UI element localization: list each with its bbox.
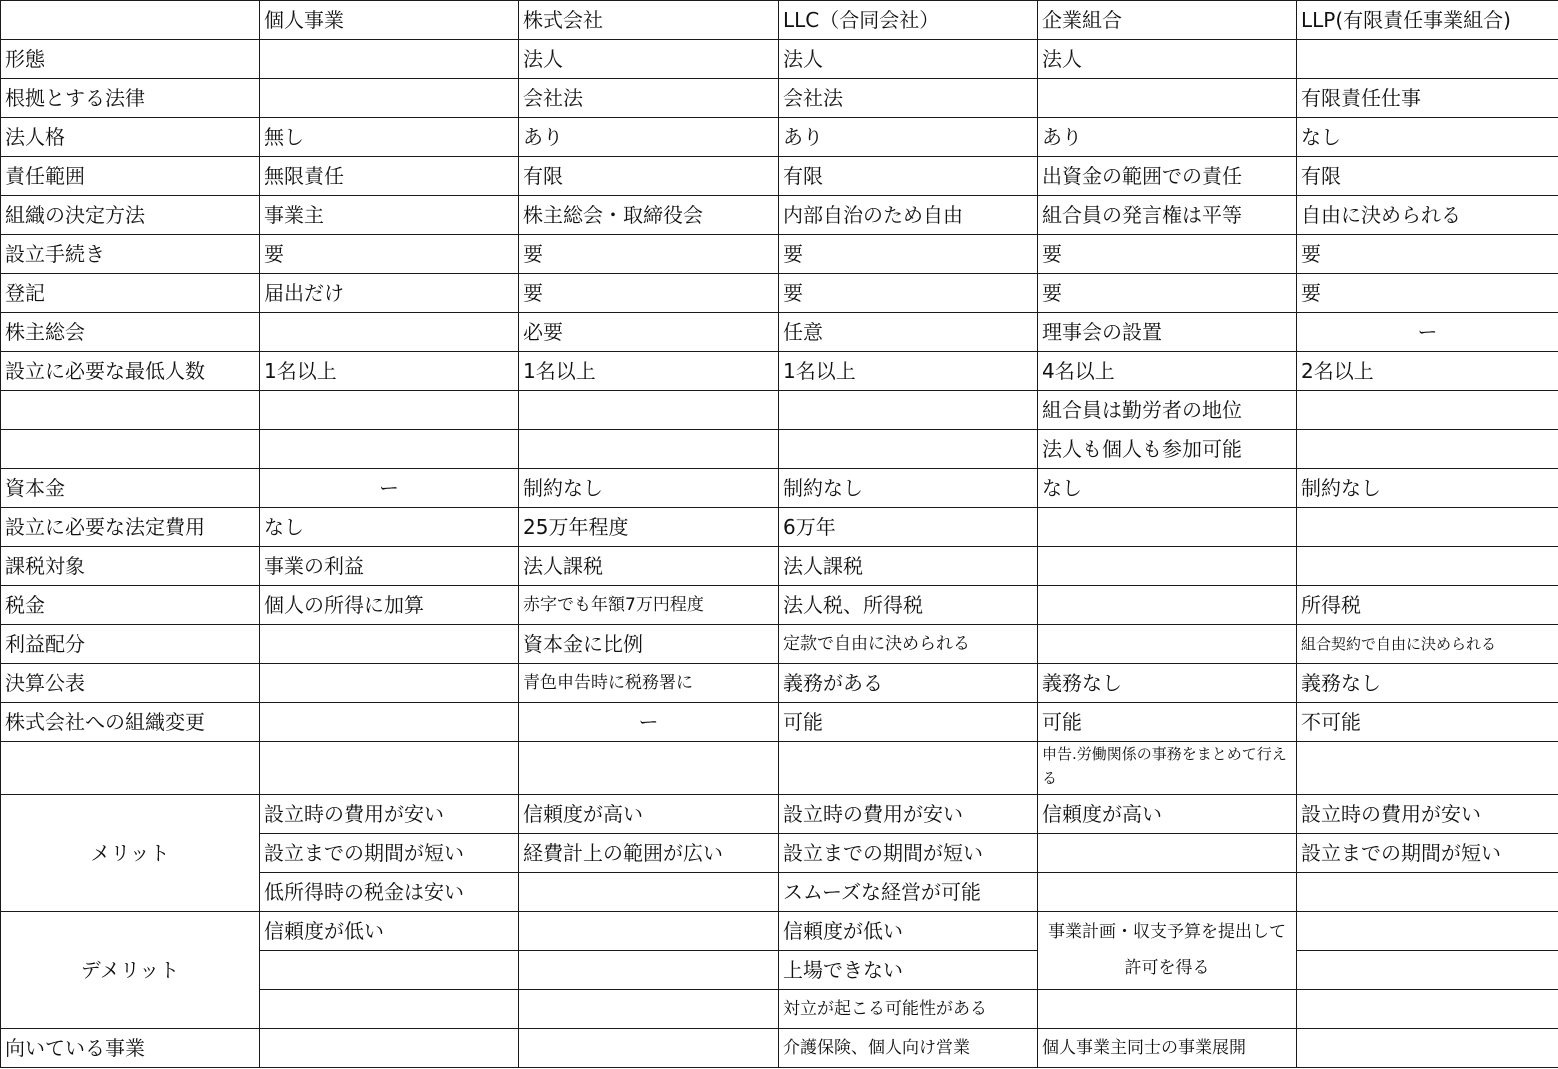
table-cell[interactable]: 要 — [260, 235, 519, 274]
table-cell[interactable]: 設立時の費用が安い — [260, 795, 519, 834]
table-cell[interactable] — [1038, 79, 1297, 118]
table-row — [1, 625, 1558, 664]
table-cell[interactable]: 要 — [779, 274, 1038, 313]
row-label[interactable]: 登記 — [1, 274, 260, 313]
table-cell[interactable] — [779, 430, 1038, 469]
table-row — [1, 118, 1558, 157]
demerit-label[interactable]: デメリット — [1, 912, 260, 1029]
table-row — [1, 391, 1558, 430]
table-cell[interactable]: 25万年程度 — [519, 508, 779, 547]
table-cell[interactable]: 制約なし — [1297, 469, 1558, 508]
merit-label[interactable]: メリット — [1, 795, 260, 912]
table-cell[interactable]: なし — [1038, 469, 1297, 508]
table-cell[interactable]: 組合契約で自由に決められる — [1297, 625, 1558, 664]
header-cell[interactable]: 株式会社 — [519, 1, 779, 40]
table-cell[interactable]: 会社法 — [519, 79, 779, 118]
table-cell[interactable]: スムーズな経営が可能 — [779, 873, 1038, 912]
table-cell[interactable] — [519, 1029, 779, 1068]
table-cell[interactable] — [260, 664, 519, 703]
row-label[interactable]: 法人格 — [1, 118, 260, 157]
header-cell[interactable] — [1, 1, 260, 40]
row-label[interactable]: 設立に必要な最低人数 — [1, 352, 260, 391]
row-label[interactable]: 組織の決定方法 — [1, 196, 260, 235]
table-cell[interactable] — [1038, 547, 1297, 586]
table-cell[interactable]: 2名以上 — [1297, 352, 1558, 391]
table-cell[interactable] — [260, 990, 519, 1029]
table-cell[interactable]: 出資金の範囲での責任 — [1038, 157, 1297, 196]
row-label[interactable]: 利益配分 — [1, 625, 260, 664]
table-cell[interactable]: 内部自治のため自由 — [779, 196, 1038, 235]
table-cell[interactable] — [519, 990, 779, 1029]
row-label[interactable] — [1, 391, 260, 430]
row-label[interactable]: 決算公表 — [1, 664, 260, 703]
table-row — [1, 274, 1558, 313]
table-cell[interactable] — [519, 391, 779, 430]
table-cell[interactable]: 法人税、所得税 — [779, 586, 1038, 625]
table-cell[interactable]: 介護保険、個人向け営業 — [779, 1029, 1038, 1068]
table-cell[interactable] — [1297, 1029, 1558, 1068]
row-label[interactable]: 税金 — [1, 586, 260, 625]
table-cell[interactable] — [1038, 586, 1297, 625]
table-cell[interactable] — [519, 742, 779, 795]
table-cell[interactable]: 対立が起こる可能性がある — [779, 990, 1038, 1029]
table-cell[interactable]: 不可能 — [1297, 703, 1558, 742]
table-cell[interactable] — [260, 703, 519, 742]
table-cell[interactable]: 要 — [519, 235, 779, 274]
table-cell[interactable]: 1名以上 — [779, 352, 1038, 391]
table-row — [1, 469, 1558, 508]
table-cell[interactable]: 事業主 — [260, 196, 519, 235]
row-label[interactable]: 課税対象 — [1, 547, 260, 586]
table-row — [1, 547, 1558, 586]
header-cell[interactable]: 企業組合 — [1038, 1, 1297, 40]
table-row — [1, 703, 1558, 742]
table-cell[interactable]: 1名以上 — [260, 352, 519, 391]
table-cell[interactable]: 法人 — [779, 40, 1038, 79]
table-cell[interactable]: 設立時の費用が安い — [779, 795, 1038, 834]
table-cell[interactable]: 理事会の設置 — [1038, 313, 1297, 352]
table-cell[interactable]: 法人課税 — [779, 547, 1038, 586]
table-cell[interactable] — [1297, 508, 1558, 547]
row-label[interactable]: 形態 — [1, 40, 260, 79]
table-cell[interactable]: 要 — [779, 235, 1038, 274]
table-cell[interactable]: 信頼度が低い — [260, 912, 519, 951]
table-cell[interactable] — [1297, 547, 1558, 586]
table-cell[interactable] — [260, 79, 519, 118]
table-cell[interactable]: 資本金に比例 — [519, 625, 779, 664]
table-cell[interactable]: あり — [519, 118, 779, 157]
header-cell[interactable]: LLP(有限責任事業組合) — [1297, 1, 1558, 40]
row-label[interactable] — [1, 742, 260, 795]
table-cell[interactable]: 法人課税 — [519, 547, 779, 586]
table-cell[interactable]: 信頼度が高い — [1038, 795, 1297, 834]
table-cell[interactable] — [519, 430, 779, 469]
table-cell[interactable]: 義務がある — [779, 664, 1038, 703]
table-cell[interactable]: 可能 — [779, 703, 1038, 742]
table-cell[interactable]: 要 — [1038, 274, 1297, 313]
header-cell[interactable]: LLC（合同会社） — [779, 1, 1038, 40]
table-cell[interactable]: 届出だけ — [260, 274, 519, 313]
table-cell[interactable]: 会社法 — [779, 79, 1038, 118]
table-cell[interactable]: 1名以上 — [519, 352, 779, 391]
table-cell[interactable]: 4名以上 — [1038, 352, 1297, 391]
table-cell[interactable]: 法人 — [519, 40, 779, 79]
table-cell[interactable] — [519, 951, 779, 990]
row-label[interactable]: 株主総会 — [1, 313, 260, 352]
table-cell[interactable]: 6万年 — [779, 508, 1038, 547]
table-cell[interactable] — [1038, 625, 1297, 664]
table-cell[interactable]: 信頼度が高い — [519, 795, 779, 834]
table-cell[interactable]: 要 — [1297, 274, 1558, 313]
table-cell[interactable] — [1038, 834, 1297, 873]
table-row — [1, 352, 1558, 391]
table-cell[interactable]: 株主総会・取締役会 — [519, 196, 779, 235]
table-cell[interactable] — [519, 912, 779, 951]
table-cell[interactable] — [1297, 873, 1558, 912]
table-cell[interactable]: ー — [1297, 313, 1558, 352]
table-cell[interactable] — [260, 313, 519, 352]
table-cell[interactable]: 制約なし — [779, 469, 1038, 508]
table-cell[interactable] — [779, 391, 1038, 430]
table-cell[interactable]: 申告.労働関係の事務をまとめて行える — [1038, 742, 1297, 795]
header-cell[interactable]: 個人事業 — [260, 1, 519, 40]
table-cell[interactable] — [1297, 391, 1558, 430]
table-cell[interactable]: 任意 — [779, 313, 1038, 352]
row-label[interactable] — [1, 430, 260, 469]
table-cell[interactable] — [260, 391, 519, 430]
table-cell[interactable] — [1038, 508, 1297, 547]
table-cell[interactable]: 設立までの期間が短い — [1297, 834, 1558, 873]
table-cell[interactable]: 必要 — [519, 313, 779, 352]
table-row — [1, 235, 1558, 274]
table-cell[interactable] — [260, 430, 519, 469]
table-row — [1, 430, 1558, 469]
table-cell[interactable]: あり — [779, 118, 1038, 157]
table-cell[interactable] — [1297, 40, 1558, 79]
table-cell[interactable]: 無し — [260, 118, 519, 157]
table-cell[interactable]: 個人事業主同士の事業展開 — [1038, 1029, 1297, 1068]
table-row — [1, 157, 1558, 196]
row-label[interactable]: 資本金 — [1, 469, 260, 508]
row-label[interactable]: 根拠とする法律 — [1, 79, 260, 118]
merit-row — [1, 795, 1558, 834]
demerit-row — [1, 912, 1558, 951]
header-row — [1, 1, 1558, 40]
table-cell[interactable]: 有限 — [519, 157, 779, 196]
table-cell[interactable] — [260, 951, 519, 990]
table-row — [1, 586, 1558, 625]
table-cell[interactable] — [779, 742, 1038, 795]
table-cell[interactable] — [260, 742, 519, 795]
table-cell[interactable]: 組合員の発言権は平等 — [1038, 196, 1297, 235]
table-cell[interactable] — [260, 1029, 519, 1068]
table-cell[interactable] — [260, 625, 519, 664]
table-row — [1, 1029, 1558, 1068]
table-cell[interactable] — [260, 40, 519, 79]
table-cell[interactable]: ー — [260, 469, 519, 508]
table-cell[interactable]: あり — [1038, 118, 1297, 157]
table-cell[interactable]: 設立時の費用が安い — [1297, 795, 1558, 834]
table-cell[interactable]: 定款で自由に決められる — [779, 625, 1038, 664]
table-cell[interactable] — [1297, 430, 1558, 469]
table-cell-merged[interactable]: 事業計画・収支予算を提出して許可を得る — [1038, 912, 1297, 990]
table-cell[interactable]: 設立までの期間が短い — [260, 834, 519, 873]
table-cell[interactable]: 個人の所得に加算 — [260, 586, 519, 625]
table-cell[interactable]: 信頼度が低い — [779, 912, 1038, 951]
table-cell[interactable] — [1297, 951, 1558, 990]
table-cell[interactable]: 制約なし — [519, 469, 779, 508]
table-row — [1, 664, 1558, 703]
table-cell[interactable]: 有限 — [1297, 157, 1558, 196]
table-cell[interactable]: 無限責任 — [260, 157, 519, 196]
table-cell[interactable]: 自由に決められる — [1297, 196, 1558, 235]
table-cell[interactable]: 低所得時の税金は安い — [260, 873, 519, 912]
table-row — [1, 196, 1558, 235]
table-cell[interactable] — [1297, 742, 1558, 795]
table-cell[interactable]: 義務なし — [1297, 664, 1558, 703]
table-cell[interactable] — [1297, 990, 1558, 1029]
table-cell[interactable]: 要 — [519, 274, 779, 313]
table-row — [1, 508, 1558, 547]
table-cell[interactable]: 経費計上の範囲が広い — [519, 834, 779, 873]
table-cell[interactable]: 赤字でも年額7万円程度 — [519, 586, 779, 625]
table-cell[interactable]: 義務なし — [1038, 664, 1297, 703]
table-cell[interactable]: 青色申告時に税務署に — [519, 664, 779, 703]
row-label[interactable]: 株式会社への組織変更 — [1, 703, 260, 742]
table-cell[interactable]: 所得税 — [1297, 586, 1558, 625]
table-cell[interactable] — [519, 873, 779, 912]
table-row — [1, 742, 1558, 795]
table-cell[interactable]: 有限 — [779, 157, 1038, 196]
table-cell[interactable]: 法人 — [1038, 40, 1297, 79]
table-row — [1, 79, 1558, 118]
table-cell[interactable]: 有限責任仕事 — [1297, 79, 1558, 118]
table-cell[interactable]: なし — [260, 508, 519, 547]
table-cell[interactable]: 法人も個人も参加可能 — [1038, 430, 1297, 469]
table-cell[interactable]: ー — [519, 703, 779, 742]
table-cell[interactable]: 要 — [1297, 235, 1558, 274]
table-cell[interactable]: 可能 — [1038, 703, 1297, 742]
table-cell[interactable]: 上場できない — [779, 951, 1038, 990]
row-label[interactable]: 設立手続き — [1, 235, 260, 274]
row-label[interactable]: 向いている事業 — [1, 1029, 260, 1068]
row-label[interactable]: 責任範囲 — [1, 157, 260, 196]
table-row — [1, 40, 1558, 79]
table-cell[interactable]: 要 — [1038, 235, 1297, 274]
table-cell[interactable] — [1038, 873, 1297, 912]
table-cell[interactable] — [1038, 990, 1297, 1029]
table-cell[interactable]: 事業の利益 — [260, 547, 519, 586]
row-label[interactable]: 設立に必要な法定費用 — [1, 508, 260, 547]
table-cell[interactable]: なし — [1297, 118, 1558, 157]
table-cell[interactable] — [1297, 912, 1558, 951]
table-row — [1, 313, 1558, 352]
table-cell[interactable]: 組合員は勤労者の地位 — [1038, 391, 1297, 430]
table-cell[interactable]: 設立までの期間が短い — [779, 834, 1038, 873]
